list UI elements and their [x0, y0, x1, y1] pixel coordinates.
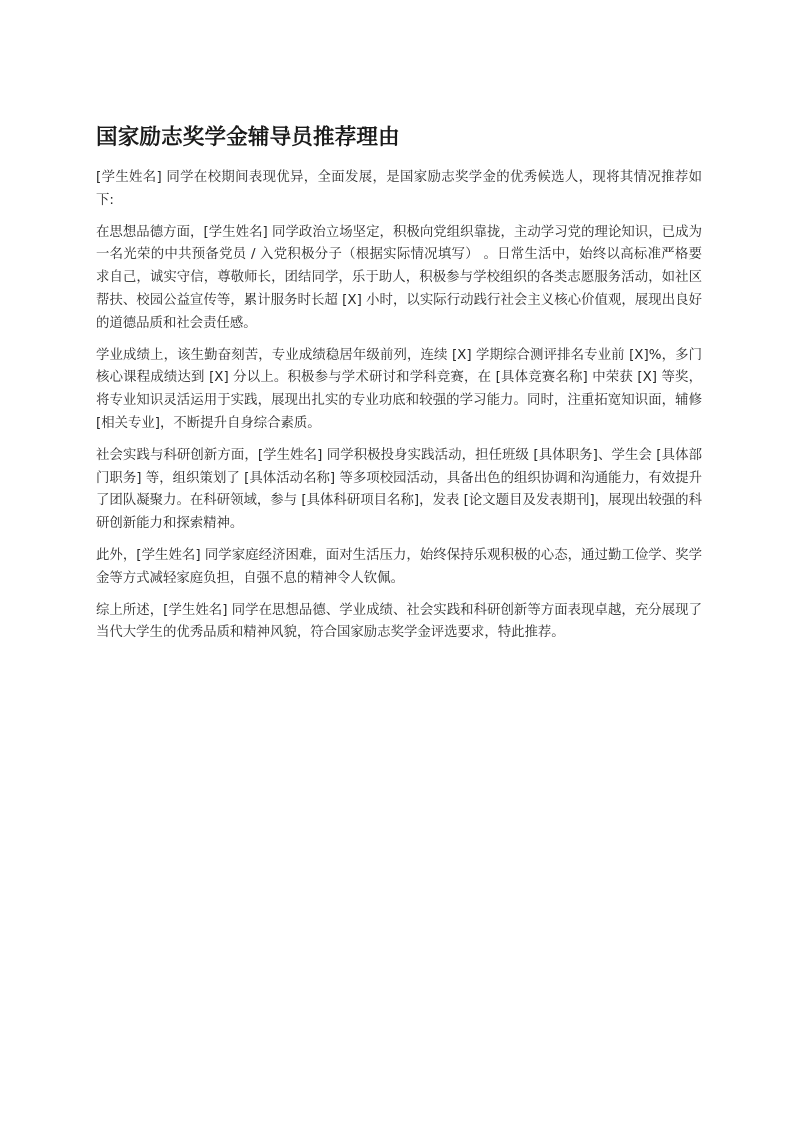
paragraph-moral-character: 在思想品德方面，[学生姓名] 同学政治立场坚定，积极向党组织靠拢，主动学习党的理论知识，已成为一名光荣的中共预备党员 / 入党积极分子（根据实际情况填写） 。日常生活中，始终以高标准严格要求自己，诚实守信，尊敬师长，团结同学，乐于助人，积极参与学校组织的各类志愿服务活动，如社区帮扶、校园公益宣传等，累计服务时长超 [X] 小时，以实际行动践行社会主义核心价值观，展现出良好的道德品质和社会责任感。 [96, 224, 702, 331]
document-title: 国家励志奖学金辅导员推荐理由 [96, 125, 400, 150]
paragraph-financial-hardship: 此外，[学生姓名] 同学家庭经济困难，面对生活压力，始终保持乐观积极的心态，通过勤工俭学、奖学金等方式减轻家庭负担，自强不息的精神令人钦佩。 [96, 547, 702, 586]
paragraph-conclusion: 综上所述，[学生姓名] 同学在思想品德、学业成绩、社会实践和科研创新等方面表现卓越，充分展现了当代大学生的优秀品质和精神风貌，符合国家励志奖学金评选要求，特此推荐。 [96, 602, 702, 641]
document-body [96, 121, 702, 654]
paragraph-intro: [学生姓名] 同学在校期间表现优异，全面发展，是国家励志奖学金的优秀候选人，现将其情况推荐如下: [96, 170, 702, 208]
paragraph-social-practice-research: 社会实践与科研创新方面，[学生姓名] 同学积极投身实践活动，担任班级 [具体职务]、学生会 [具体部门职务] 等，组织策划了 [具体活动名称] 等多项校园活动，具备出色的组织协调和沟通能力，有效提升了团队凝聚力。在科研领域，参与 [具体科研项目名称]，发表 [论文题目及发表期刊]，展现出较强的科研创新能力和探索精神。 [96, 447, 702, 532]
paragraph-academic-performance: 学业成绩上，该生勤奋刻苦，专业成绩稳居年级前列，连续 [X] 学期综合测评排名专业前 [X]%，多门核心课程成绩达到 [X] 分以上。积极参与学术研讨和学科竞赛，在 [具体竞赛名称] 中荣获 [X] 等奖，将专业知识灵活运用于实践，展现出扎实的专业功底和较强的学习能力。同时，注重拓宽知识面，辅修 [相关专业]，不断提升自身综合素质。 [96, 347, 702, 431]
